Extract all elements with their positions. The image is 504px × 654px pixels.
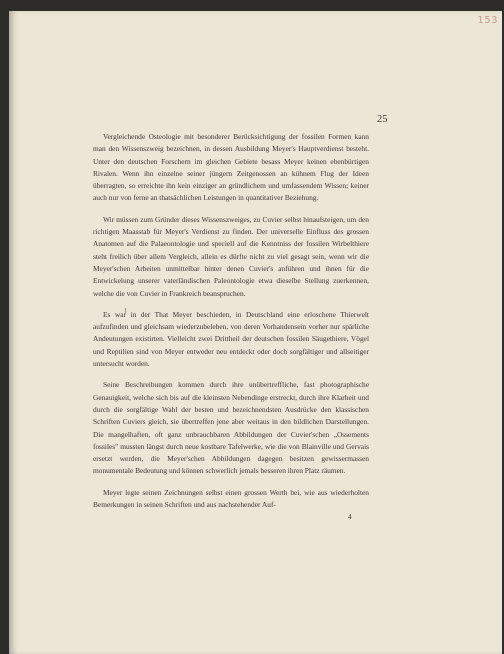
signature-mark: 4 bbox=[348, 512, 352, 521]
paragraph-4: Seine Beschreibungen kommen durch ihre unübertreffliche, fast photographische Genauigkeit, welche sich bis auf die kleinsten Nebendinge erstreckt, durch ihre Klarheit und durch die sorgfältige Wahl der besten und bezeichnendsten Ausdrücke den klassischen Schriften Cuviers gleich, sie übertreffen jene aber weitaus in den bildlichen Darstellungen. Die mangelhaften, oft ganz unbrauchbaren Abbildungen der Cuvier'schen „Ossements fossiles" mussten längst durch neue kostbare Tafelwerke, wie die von Blainville und Gervais ersetzt werden, die Meyer'schen Abbildungen dagegen besitzen gewissermassen monumentale Bedeutung und können schwerlich jemals besseren ihren Platz räumen. bbox=[93, 380, 369, 476]
paragraph-2: Wir müssen zum Gründer dieses Wissenszweiges, zu Cuvier selbst hinaufsteigen, um den richtigen Maasstab für Meyer's Verdienst zu finden. Der universelle Einfluss des grossen Anatomen auf die Palaeontologie und speciell auf die Kenntniss der fossilen Wirbelthiere steht freilich über allem Vergleich, allein es dürfte nicht zu viel gesagt sein, wenn wir die Meyer'schen Arbeiten unmittelbar hinter denen Cuvier's anführen und ihnen für die Entwickelung unserer vaterländischen Paleontologie etwa dieselbe Stellung zuerkennen, welche die von Cuvier in Frankreich beanspruchen. bbox=[93, 214, 369, 298]
paragraph-1: Vergleichende Osteologie mit besonderer Berücksichtigung der fossilen Formen kann man den Wissenszweig bezeichnen, in dessen Ausbildung Meyer's Hauptverdienst besteht. Unter den deutschen Forschern im gleichen Gebiete besass Meyer keinen ebenbürtigen Rivalen. Wenn ihn einzelne seiner jüngern Zeitgenossen an kühnem Flug der Ideen überragten, so erreichte ihn kein einziger an gründlichem und umfassendem Wissen; keiner auch nur von ferne an thatsächlichen Leistungen in quantitativer Beziehung. bbox=[93, 132, 369, 203]
archive-number: 153 bbox=[477, 15, 498, 26]
paragraph-3: Es war in der That Meyer beschieden, in Deutschland eine erloschene Thierwelt aufzufinden und gleichsam wiederzubeleben, von deren Vorhandensein vorher nur spärliche Andeutungen existirten. Vielleicht zwei Drittheil der deutschen fossilen Säugethiere, Vögel und Reptilien sind von Meyer entweder neu entdeckt oder doch sorgfältiger und allseitiger untersucht worden. bbox=[93, 309, 369, 369]
page-number: 25 bbox=[377, 114, 388, 125]
body-text bbox=[93, 131, 369, 511]
paragraph-5: Meyer legte seinen Zeichnungen selbst einen grossen Werth bei, wie aus wiederholten Bemerkungen in seinen Schriften und aus nachstehender Auf- bbox=[93, 487, 369, 510]
book-page bbox=[9, 11, 502, 654]
